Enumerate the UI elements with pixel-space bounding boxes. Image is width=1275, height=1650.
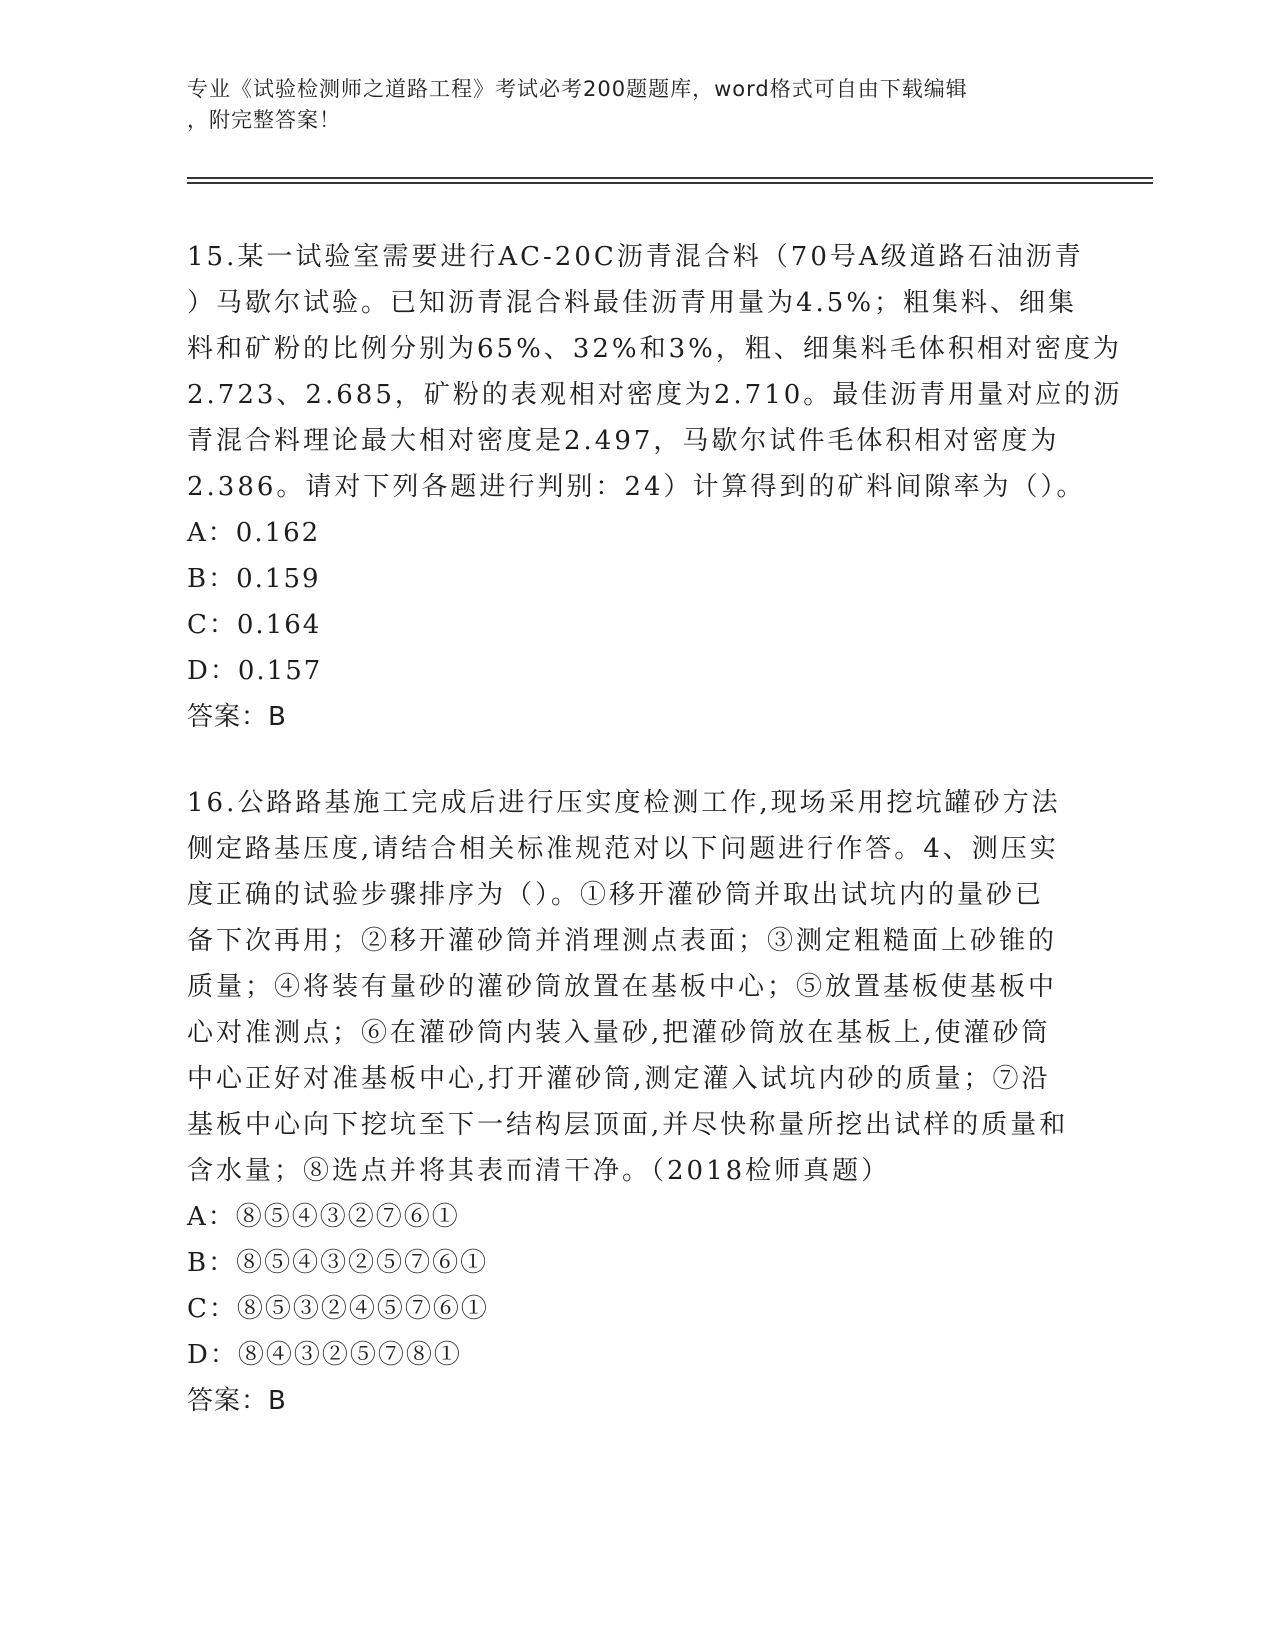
answer-line: 答案：B xyxy=(187,1386,287,1416)
page-header xyxy=(187,74,1067,136)
option-c: C：⑧⑤③②④⑤⑦⑥① xyxy=(187,1294,489,1324)
question-text-line: 料和矿粉的比例分别为65%、32%和3%，粗、细集料毛体积相对密度为 xyxy=(187,334,1122,364)
question-text-line: 备下次再用；②移开灌砂筒并消理测点表面；③测定粗糙面上砂锥的 xyxy=(187,926,1058,956)
question-text-line: 心对准测点；⑥在灌砂筒内装入量砂,把灌砂筒放在基板上,使灌砂筒 xyxy=(187,1018,1051,1048)
option-b: B：⑧⑤④③②⑤⑦⑥① xyxy=(187,1248,489,1278)
question-text-line: 侧定路基压度,请结合相关标准规范对以下问题进行作答。4、测压实 xyxy=(187,834,1059,864)
question-text-line: 2.723、2.685，矿粉的表观相对密度为2.710。最佳沥青用量对应的沥 xyxy=(187,380,1123,410)
header-line-2: ，附完整答案！ xyxy=(187,108,341,132)
answer-line: 答案：B xyxy=(187,702,287,732)
question-text-line: 青混合料理论最大相对密度是2.497，马歇尔试件毛体积相对密度为 xyxy=(187,426,1060,456)
question-text-line: 15.某一试验室需要进行AC-20C沥青混合料（70号A级道路石油沥青 xyxy=(187,242,1084,272)
option-b: B：0.159 xyxy=(187,564,321,594)
question-text-line: 度正确的试验步骤排序为（）。①移开灌砂筒并取出试坑内的量砂已 xyxy=(187,880,1045,910)
header-divider-bottom xyxy=(187,182,1153,184)
option-a: A：⑧⑤④③②⑦⑥① xyxy=(187,1202,460,1232)
option-d: D：⑧④③②⑤⑦⑧① xyxy=(187,1340,462,1370)
question-text-line: 16.公路路基施工完成后进行压实度检测工作,现场采用挖坑罐砂方法 xyxy=(187,788,1061,818)
header-line-1: 专业《试验检测师之道路工程》考试必考200题题库，word格式可自由下载编辑 xyxy=(187,77,968,101)
question-text-line: 中心正好对准基板中心,打开灌砂筒,测定灌入试坑内砂的质量；⑦沿 xyxy=(187,1064,1051,1094)
question-text-line: 质量；④将装有量砂的灌砂筒放置在基板中心；⑤放置基板使基板中 xyxy=(187,972,1058,1002)
question-15 xyxy=(187,234,1123,740)
option-c: C：0.164 xyxy=(187,610,322,640)
question-text-line: 含水量；⑧选点并将其表而清干净。（2018检师真题） xyxy=(187,1156,891,1186)
question-text-line: 2.386。请对下列各题进行判别：24）计算得到的矿料间隙率为（）。 xyxy=(187,472,1086,502)
option-d: D：0.157 xyxy=(187,656,323,686)
option-a: A：0.162 xyxy=(187,518,321,548)
question-16 xyxy=(187,780,1087,1424)
question-text-line: ）马歇尔试验。已知沥青混合料最佳沥青用量为4.5%；粗集料、细集 xyxy=(187,288,1078,318)
question-text-line: 基板中心向下挖坑至下一结构层顶面,并尽快称量所挖出试样的质量和 xyxy=(187,1110,1069,1140)
header-divider-top xyxy=(187,177,1153,179)
